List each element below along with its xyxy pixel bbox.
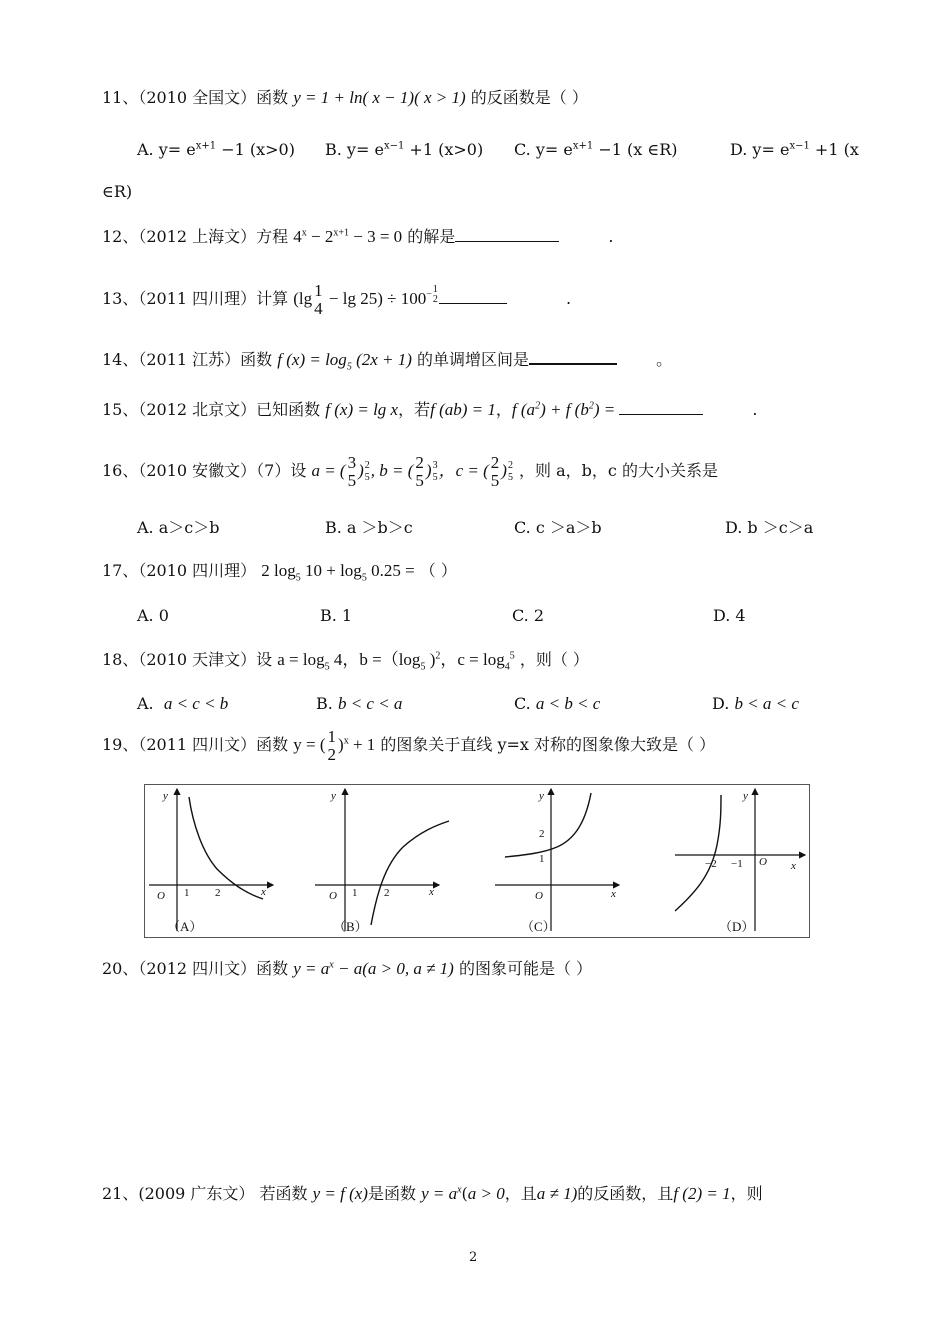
- eq-part: ): [425, 650, 436, 669]
- eq-sup: [426, 284, 439, 306]
- question-19: [102, 726, 715, 764]
- question-13-end: .: [565, 289, 572, 308]
- question-21-stem: 21、(2009 广东文） 若函数: [102, 1184, 308, 1203]
- eq-sub: 5: [346, 361, 352, 373]
- tick-label: 1: [184, 887, 190, 899]
- eq-part: ): [358, 461, 364, 480]
- eq-part: , b = (: [370, 461, 414, 480]
- question-17: [102, 561, 457, 584]
- question-15-eq-b: f (ab) = 1: [430, 400, 496, 419]
- sup-fraction-num: 1: [432, 284, 438, 296]
- eq-sub: 5: [295, 572, 301, 584]
- question-15-eq-c: [512, 400, 615, 419]
- question-13-stem: 13、（2011 四川理）计算: [102, 289, 289, 308]
- option-expression: b < c < a: [337, 694, 403, 713]
- option-c-text: C. y= e: [514, 140, 573, 159]
- question-15-mid: ，若: [398, 400, 431, 419]
- panel-label: （D）: [719, 919, 755, 934]
- option-b-text: B. y= e: [325, 140, 384, 159]
- x-label: x: [611, 888, 616, 900]
- fraction-numerator: 2: [490, 453, 500, 473]
- question-11-wrap: ∈R): [102, 182, 133, 201]
- sup-fraction-den: 2: [432, 294, 438, 306]
- question-20-equation: [293, 959, 454, 978]
- eq-part: 10 + log: [300, 561, 362, 580]
- question-17-equation: [261, 561, 415, 584]
- eq-part: ，c = (: [438, 461, 489, 480]
- question-16-eq-a: [311, 453, 370, 491]
- question-18-option-d: [712, 694, 799, 714]
- eq-part: − lg 25) ÷ 100: [324, 289, 427, 308]
- eq-sub: 5: [324, 661, 330, 673]
- option-d-rest: +1 (x: [809, 140, 859, 159]
- question-16-option-b: B. a ＞b＞c: [325, 518, 413, 537]
- question-15-eq-a: f (x) = lg x: [325, 400, 399, 419]
- question-12-stem: 12、（2012 上海文）方程: [102, 227, 289, 246]
- x-label: x: [429, 886, 434, 898]
- question-14-stem: 14、（2011 江苏）函数: [102, 350, 273, 369]
- answer-blank[interactable]: [455, 227, 559, 242]
- eq-part: − 2: [306, 227, 334, 246]
- eq-part: ) + f (b: [540, 400, 589, 419]
- question-21-end: ，则: [730, 1184, 763, 1203]
- fraction-denominator: 5: [490, 471, 500, 491]
- eq-part: − a(a > 0, a ≠ 1): [333, 959, 454, 978]
- eq-part: ，c = log: [440, 650, 505, 669]
- question-16-option-d: D. b ＞c＞a: [725, 518, 814, 537]
- exp-den: 5: [432, 472, 438, 484]
- option-expression: b < a < c: [734, 694, 799, 713]
- question-19-graphs: [144, 784, 810, 938]
- option-a-text: A. y= e: [137, 140, 196, 159]
- tick-label: 1: [352, 887, 358, 899]
- fraction: [490, 454, 501, 490]
- question-12: [102, 227, 613, 247]
- graphs-svg: [145, 785, 809, 937]
- eq-sub: 5: [361, 572, 367, 584]
- option-a-sup: x+1: [195, 140, 217, 152]
- tick-label: −2: [705, 858, 717, 870]
- eq-sup: x: [457, 1184, 462, 1196]
- option-letter: B.: [316, 694, 333, 713]
- y-label: y: [163, 790, 168, 802]
- question-21-eq-d: a ≠ 1): [536, 1184, 578, 1203]
- exp-den: 5: [507, 472, 513, 484]
- fraction-denominator: 5: [415, 471, 424, 491]
- question-21-eq-c: a > 0: [467, 1184, 505, 1203]
- y-label: y: [743, 790, 748, 802]
- question-14-equation: [277, 350, 412, 373]
- fraction-numerator: 1: [314, 281, 323, 301]
- fraction-numerator: 1: [327, 727, 337, 747]
- answer-blank[interactable]: [619, 400, 703, 415]
- graph-panel-a: [149, 789, 273, 934]
- question-18-option-b: [316, 694, 402, 714]
- fraction: [347, 454, 358, 490]
- eq-sup: 2: [535, 400, 541, 412]
- tick-label: −1: [731, 858, 743, 870]
- eq-part: (2x + 1): [351, 350, 412, 369]
- x-label: x: [791, 860, 796, 872]
- y-label: y: [331, 790, 336, 802]
- eq-sup: x+1: [333, 227, 349, 239]
- origin-label: O: [329, 890, 337, 902]
- question-13: [102, 280, 571, 318]
- page-number: 2: [469, 1250, 478, 1265]
- panel-label: （A）: [167, 919, 203, 934]
- question-11-tail: 的反函数是（ ）: [470, 88, 588, 107]
- question-12-tail: 的解是: [407, 227, 456, 246]
- eq-sup: 5: [509, 650, 515, 662]
- sup-minus: −: [426, 289, 432, 301]
- eq-part: + 1: [348, 735, 376, 754]
- question-17-option-b: B. 1: [320, 606, 353, 625]
- question-18-eq-b: [342, 650, 441, 673]
- question-16-option-c: C. c ＞a＞b: [514, 518, 602, 537]
- panel-label: （B）: [333, 919, 368, 934]
- exponent: [508, 460, 513, 484]
- question-18-eq-c: [440, 650, 515, 673]
- option-expression: a < b < c: [535, 694, 601, 713]
- eq-part: a = (: [311, 461, 346, 480]
- option-b-sup: x−1: [383, 140, 405, 152]
- question-19-stem: 19、（2011 四川文）函数: [102, 735, 289, 754]
- eq-part: 4: [329, 650, 343, 669]
- eq-part: 0.25 =: [366, 561, 415, 580]
- option-c-sup: x+1: [572, 140, 594, 152]
- y-label: y: [539, 790, 544, 802]
- question-12-end: .: [608, 227, 614, 246]
- question-18-stem: 18、（2010 天津文）设: [102, 650, 273, 669]
- option-d-sup: x−1: [789, 140, 810, 152]
- question-15: [102, 400, 757, 420]
- curve: [505, 793, 591, 857]
- eq-part: ): [425, 461, 432, 480]
- option-letter: D.: [712, 694, 730, 713]
- question-11-equation: y = 1 + ln( x − 1)( x > 1): [293, 88, 466, 107]
- eq-sup: 2: [435, 650, 441, 662]
- eq-part: ) =: [593, 400, 616, 419]
- graph-panel-b: [315, 789, 449, 934]
- exp-den: 5: [364, 472, 370, 484]
- answer-blank[interactable]: [439, 289, 507, 304]
- fraction: [414, 454, 425, 490]
- eq-part: ，b =（log: [342, 650, 421, 669]
- eq-part: (lg: [293, 289, 313, 308]
- question-17-tail: （ ）: [419, 561, 457, 580]
- origin-label: O: [759, 856, 767, 868]
- question-21-tail: 的反函数，且: [577, 1184, 674, 1203]
- eq-part: 2 log: [261, 561, 296, 580]
- fraction: [327, 728, 338, 764]
- question-16-tail: ，则 a，b，c 的大小关系是: [519, 461, 718, 480]
- question-21: [102, 1184, 763, 1204]
- question-16-eq-c: [438, 453, 514, 491]
- question-18-eq-a: [277, 650, 343, 673]
- origin-label: O: [535, 890, 543, 902]
- eq-part: y = a: [293, 959, 330, 978]
- option-letter: C.: [514, 694, 531, 713]
- question-15-end: .: [752, 400, 758, 419]
- fraction-numerator: 3: [347, 453, 357, 473]
- eq-part: f (a: [511, 400, 536, 419]
- question-18: [102, 650, 589, 673]
- question-20: [102, 959, 592, 979]
- question-16: [102, 452, 718, 490]
- graph-panel-c: [495, 789, 619, 934]
- exp-num: 2: [364, 460, 370, 472]
- sup-fraction: [433, 285, 438, 305]
- eq-sup: 2: [588, 400, 594, 412]
- question-18-option-a: [137, 694, 228, 714]
- question-16-option-a: A. a＞c＞b: [137, 518, 220, 537]
- eq-sub: 5: [420, 661, 426, 673]
- tick-label: 2: [384, 887, 390, 899]
- fraction-denominator: 2: [327, 745, 337, 765]
- eq-sub: 4: [504, 661, 510, 673]
- question-17-option-a: A. 0: [137, 606, 169, 625]
- question-21-mid2: ，且: [504, 1184, 537, 1203]
- question-18-tail: ，则（ ）: [519, 650, 589, 669]
- x-label: x: [261, 886, 266, 898]
- eq-sup: x: [329, 959, 334, 971]
- question-17-option-c: C. 2: [512, 606, 545, 625]
- question-18-option-c: [514, 694, 600, 714]
- fraction: [313, 282, 324, 318]
- question-17-option-d: D. 4: [713, 606, 746, 625]
- curve: [675, 795, 721, 911]
- question-16-eq-b: [370, 453, 439, 491]
- eq-part: ): [501, 461, 507, 480]
- fraction-denominator: 4: [314, 299, 323, 319]
- option-d-text: D. y= e: [730, 140, 790, 159]
- eq-part: y = (: [293, 735, 326, 754]
- question-20-stem: 20、（2012 四川文）函数: [102, 959, 289, 978]
- eq-sup: x: [301, 227, 307, 239]
- option-letter: A.: [137, 694, 154, 713]
- question-14-end: 。: [656, 350, 673, 369]
- curve: [189, 797, 263, 899]
- exp-num: 2: [507, 460, 513, 472]
- option-expression: a < c < b: [163, 694, 229, 713]
- question-21-eq-e: f (2) = 1: [673, 1184, 731, 1203]
- question-16-stem: 16、（2010 安徽文）（7）设: [102, 461, 307, 480]
- question-21-eq-a: y = f (x): [312, 1184, 368, 1203]
- option-b-rest: +1 (x>0): [404, 140, 484, 159]
- question-19-tail: 的图象关于直线 y=x 对称的图象像大致是（ ）: [380, 735, 716, 754]
- graph-panel-d: [675, 789, 805, 934]
- question-15-comma: ，: [495, 400, 512, 419]
- question-11: [102, 88, 588, 108]
- question-11-option-b: [325, 140, 483, 160]
- question-15-stem: 15、（2012 北京文）已知函数: [102, 400, 321, 419]
- question-11-option-d: [730, 140, 859, 160]
- eq-part: a = log: [277, 650, 325, 669]
- eq-part: − 3 = 0: [349, 227, 403, 246]
- fraction-denominator: 5: [347, 471, 357, 491]
- exponent: [433, 460, 438, 484]
- tick-label: 1: [539, 853, 545, 865]
- eq-part: y = a: [421, 1184, 458, 1203]
- question-11-stem: 11、（2010 全国文）函数: [102, 88, 289, 107]
- question-13-equation: [293, 281, 439, 319]
- eq-part: f (x) = log: [277, 350, 347, 369]
- origin-label: O: [157, 890, 165, 902]
- question-19-equation: [293, 727, 376, 765]
- eq-part: ): [338, 735, 344, 754]
- exp-num: 3: [432, 460, 438, 472]
- option-a-rest: −1 (x>0): [216, 140, 295, 159]
- answer-blank[interactable]: [529, 349, 617, 365]
- panel-label: （C）: [521, 919, 556, 934]
- question-21-mid: 是函数: [367, 1184, 416, 1203]
- exponent: [365, 460, 370, 484]
- tick-label: 2: [215, 887, 221, 899]
- question-20-tail: 的图象可能是（ ）: [458, 959, 593, 978]
- question-14-tail: 的单调增区间是: [417, 350, 530, 369]
- question-12-equation: [293, 227, 402, 246]
- question-11-option-a: [137, 140, 295, 160]
- fraction-numerator: 2: [415, 453, 424, 473]
- eq-sup: x: [343, 735, 349, 747]
- question-11-option-c: [514, 140, 677, 160]
- question-21-eq-b: [421, 1184, 461, 1203]
- question-21-paren: (: [461, 1184, 468, 1203]
- curve: [371, 821, 449, 925]
- question-17-stem: 17、（2010 四川理）: [102, 561, 257, 580]
- eq-part: 4: [293, 227, 302, 246]
- question-14: [102, 349, 673, 373]
- tick-label: 2: [539, 828, 545, 840]
- option-c-rest: −1 (x ∈R): [593, 140, 678, 159]
